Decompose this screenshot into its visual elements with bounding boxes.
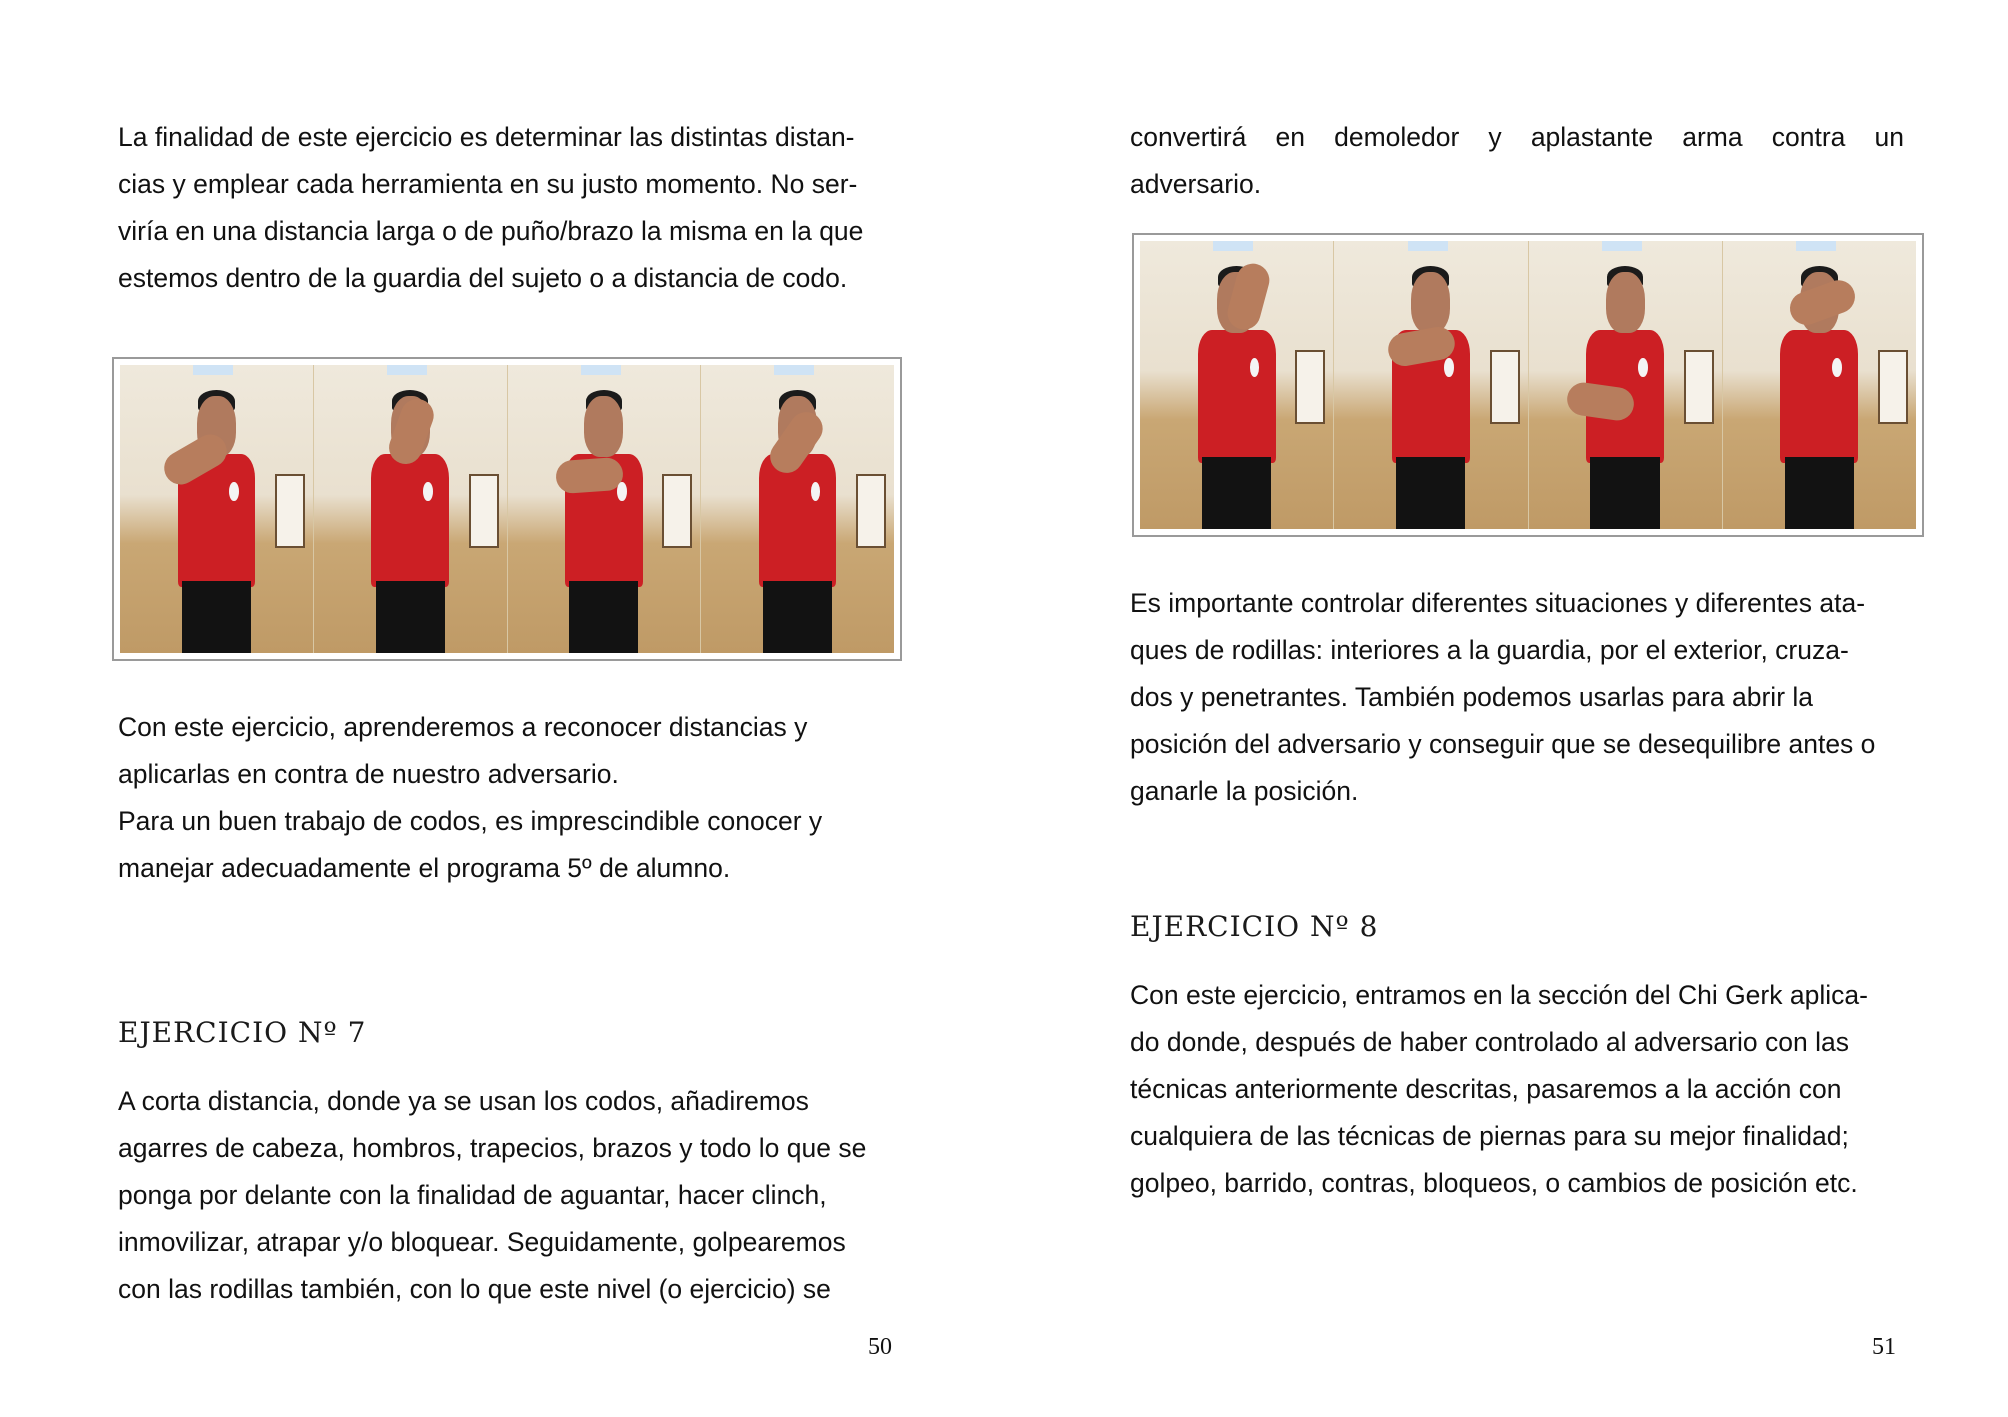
photo-frame-1	[120, 365, 314, 653]
text-line: viría en una distancia larga o de puño/brazo la misma en la que	[118, 216, 864, 246]
page-number: 51	[1872, 1334, 1896, 1360]
elbow-sequence-photo	[112, 357, 902, 661]
text-line: La finalidad de este ejercicio es determinar las distintas distan-	[118, 122, 855, 152]
text-line: Con este ejercicio, aprenderemos a reconocer distancias y	[118, 712, 808, 742]
text-line: ques de rodillas: interiores a la guardia, por el exterior, cruza-	[1130, 635, 1849, 665]
middle-paragraph	[1130, 580, 1904, 815]
exercise-7-heading: EJERCICIO Nº 7	[118, 1016, 367, 1049]
photo-strip	[120, 365, 894, 653]
text-line: estemos dentro de la guardia del sujeto o a distancia de codo.	[118, 263, 848, 293]
text-line: manejar adecuadamente el programa 5º de alumno.	[118, 853, 731, 883]
text-line: Para un buen trabajo de codos, es imprescindible conocer y	[118, 806, 823, 836]
exercise-8-paragraph	[1130, 972, 1904, 1207]
text-line: con las rodillas también, con lo que este nivel (o ejercicio) se	[118, 1274, 831, 1304]
text-line: agarres de cabeza, hombros, trapecios, brazos y todo lo que se	[118, 1133, 867, 1163]
photo-strip	[1140, 241, 1916, 529]
text-line: dos y penetrantes. También podemos usarlas para abrir la	[1130, 682, 1814, 712]
text-line: ponga por delante con la finalidad de aguantar, hacer clinch,	[118, 1180, 827, 1210]
knee-sequence-photo	[1132, 233, 1924, 537]
text-line: adversario.	[1130, 169, 1262, 199]
intro-paragraph	[118, 114, 892, 302]
text-line: posición del adversario y conseguir que se desequilibre antes o	[1130, 729, 1876, 759]
after-photo-paragraph	[118, 704, 892, 892]
right-page	[1004, 0, 2008, 1417]
text-line: cias y emplear cada herramienta en su justo momento. No ser-	[118, 169, 858, 199]
continued-paragraph	[1130, 114, 1904, 208]
text-line: Es importante controlar diferentes situaciones y diferentes ata-	[1130, 588, 1866, 618]
text-line: golpeo, barrido, contras, bloqueos, o cambios de posición etc.	[1130, 1168, 1858, 1198]
text-line: aplicarlas en contra de nuestro adversario.	[118, 759, 619, 789]
text-line: cualquiera de las técnicas de piernas para su mejor finalidad;	[1130, 1121, 1849, 1151]
text-line: ganarle la posición.	[1130, 776, 1359, 806]
photo-frame-4	[701, 365, 894, 653]
page-number: 50	[868, 1334, 892, 1360]
photo-frame-2	[314, 365, 508, 653]
photo-frame-3	[508, 365, 702, 653]
text-line: A corta distancia, donde ya se usan los codos, añadiremos	[118, 1086, 809, 1116]
photo-frame-3	[1529, 241, 1723, 529]
text-line: do donde, después de haber controlado al adversario con las	[1130, 1027, 1849, 1057]
text-line: técnicas anteriormente descritas, pasaremos a la acción con	[1130, 1074, 1842, 1104]
text-line: inmovilizar, atrapar y/o bloquear. Seguidamente, golpearemos	[118, 1227, 846, 1257]
photo-frame-2	[1334, 241, 1528, 529]
photo-frame-1	[1140, 241, 1334, 529]
text-line: convertirá en demoledor y aplastante arma contra un	[1130, 122, 1904, 152]
text-line: Con este ejercicio, entramos en la sección del Chi Gerk aplica-	[1130, 980, 1868, 1010]
photo-frame-4	[1723, 241, 1916, 529]
exercise-7-paragraph	[118, 1078, 892, 1313]
exercise-8-heading: EJERCICIO Nº 8	[1130, 910, 1379, 943]
